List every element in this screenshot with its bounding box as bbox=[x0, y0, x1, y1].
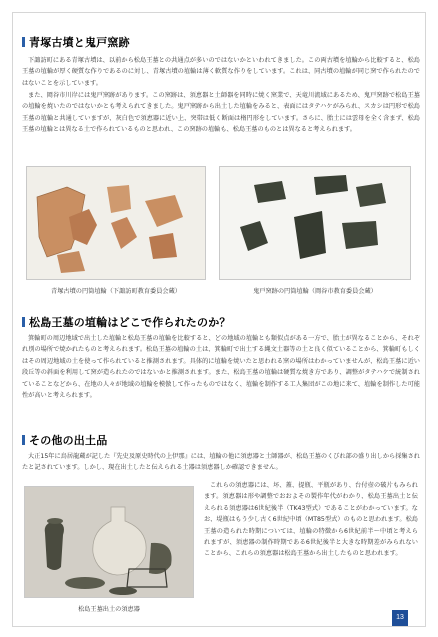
photo-sueki bbox=[24, 486, 194, 598]
photo-aozuka-haniwa bbox=[26, 166, 206, 280]
heading-marker bbox=[22, 317, 25, 327]
page-number: 13 bbox=[392, 610, 408, 626]
heading-marker bbox=[22, 37, 25, 47]
paragraph-production-site: 箕輪町の周辺地域で出土した埴輪と松島王墓の埴輪を比較すると、どの地域の埴輪とも類似点がある一方で、胎土が異なることから、それぞれ別の場所で焼かれたものと考えられます。松島王墓の埴輪の土は、箕輪町で出土する縄文土器等の土と良く似ていることから、箕輪町もしくはその周辺地域の土を使って作られていると推測されます。具体的に埴輪を焼いたと思われる窯の場所はわかっていませんが、松島王墓に近い段丘等の斜面を利用して窯が造られたのではないかと推測されます。また、松島王墓の埴輪は硬質な焼き方であり、調整がタテハケで統制されていることなどから、在地の人々が地域の埴輪を模倣して作ったものではなく、埴輪を制作する工人集団がこの地に来て、埴輪を制作した可能性が高いと考えられます。 bbox=[22, 335, 420, 400]
haniwa-fragments-illustration bbox=[27, 167, 206, 280]
paragraph-sueki-dating: これらの須恵器には、坏、蓋、提瓶、平瓶があり、台付壺の破片もみられます。須恵器は形や調整でおおよその製作年代がわかり、松島王墓出土と伝えられる須恵器は6世紀後半（TK43型式）であることがわかっています。なお、堤瓶はもう少し古く6世紀中頃（MT85型式）のものと思われます。松島王墓の造られた時期については、埴輪の特徴から6世紀前半〜中頃と考えられますが、須恵器の制作時期である6世紀後半と大きな時期差がみられないことから、これらの須恵器は松島王墓から出土したものと思われます。 bbox=[204, 482, 418, 558]
sueki-vessels-illustration bbox=[25, 487, 194, 598]
heading-aozuka-onido bbox=[22, 34, 130, 50]
heading-marker bbox=[22, 435, 25, 445]
paragraph-other-finds-intro: 大正15年に鳥居龍蔵が記した『先史及原史時代の上伊那』には、埴輪の他に須恵器と土師器が、松島王墓のくびれ部の盛り出しから採集されたと記されています。しかし、現在出土したと伝えられる土器は須恵器しか確認できません。 bbox=[22, 453, 420, 472]
kiln-fragments-illustration bbox=[220, 167, 411, 280]
photo-onido-haniwa bbox=[219, 166, 411, 280]
caption-onido: 鬼戸窯跡の円筒埴輪（岡谷市教育委員会蔵） bbox=[253, 288, 377, 295]
heading-other-finds bbox=[22, 432, 107, 448]
paragraph-onido: また、岡谷市川岸には鬼戸窯跡があります。この窯跡は、須恵器と土師器を同時に焼く窯業で、天竜川流域にあるため、鬼戸窯跡で松島王墓の埴輪を焼いたのではないかとも考えられてきました。鬼戸窯跡から出土した埴輪をみると、表面にはタテハケがみられ、スカシは円形で松島王墓の埴輪と共通していますが、灰白色で須恵器に近い上、突帯は低く断面は楕円形をしています。さらに、胎土には雲母を全く含まず、松島王墓の埴輪とは異なる土で作られているものと思われ、この窯跡の埴輪も、松島王墓のものとは異なると考えられます。 bbox=[22, 92, 420, 134]
caption-sueki: 松島王墓出土の須恵器 bbox=[78, 606, 140, 613]
heading-text: その他の出土品 bbox=[29, 434, 108, 447]
caption-aozuka: 青塚古墳の円筒埴輪（下諏訪町教育委員会蔵） bbox=[51, 288, 181, 295]
paragraph-aozuka: 下諏訪町にある青塚古墳は、以前から松島王墓との共通点が多いのではないかといわれてきました。この両古墳を埴輪から比較すると、松島王墓の埴輪が厚く硬質な作りであるのに対し、青塚古墳の埴輪は薄く軟質な作りをしています。これは、同古墳の埴輪が同じ窯で作られたのではないことを示しています。 bbox=[22, 57, 420, 87]
heading-text: 青塚古墳と鬼戸窯跡 bbox=[29, 36, 130, 49]
heading-production-site bbox=[22, 314, 231, 330]
heading-text: 松島王墓の埴輪はどこで作られたのか？ bbox=[29, 316, 231, 329]
